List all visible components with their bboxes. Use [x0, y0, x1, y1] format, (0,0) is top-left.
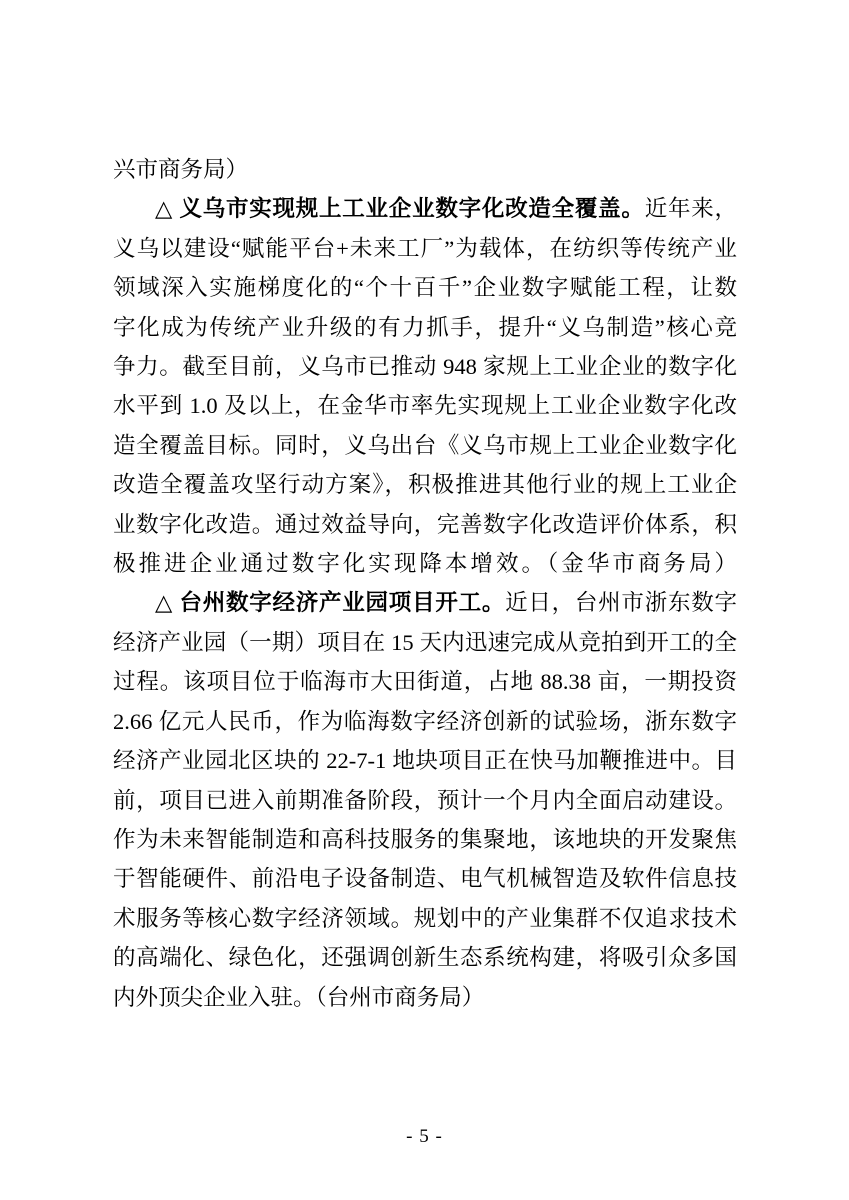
text-run: 近日，台州市浙东数字 [505, 590, 737, 616]
text-run: 字化成为传统产业升级的有力抓手，提升“义乌制造”核心竞 [113, 314, 737, 340]
text-run: 水平到 1.0 及以上，在金华市率先实现规上工业企业数字化改 [113, 393, 737, 419]
text-line [113, 268, 737, 307]
text-run: 2.66 亿元人民币，作为临海数字经济创新的试验场，浙东数字 [113, 708, 737, 734]
text-line [113, 978, 737, 1017]
text-run: 兴市商务局） [113, 157, 249, 182]
text-run: 经济产业园（一期）项目在 15 天内迅速完成从竞拍到开工的全 [113, 629, 737, 655]
text-line [113, 820, 737, 859]
text-line [113, 347, 737, 386]
heading-run: △ 台州数字经济产业园项目开工。 [155, 590, 506, 616]
text-run: 过程。该项目位于临海市大田街道，占地 88.38 亩，一期投资 [113, 669, 737, 695]
text-line [113, 386, 737, 425]
text-run: 领域深入实施梯度化的“个十百千”企业数字赋能工程，让数 [113, 275, 737, 301]
text-line [113, 899, 737, 938]
text-run: 术服务等核心数字经济领域。规划中的产业集群不仅追求技术 [113, 905, 737, 931]
text-run: 前，项目已进入前期准备阶段，预计一个月内全面启动建设。 [113, 787, 737, 813]
text-run: 于智能硬件、前沿电子设备制造、电气机械智造及软件信息技 [113, 866, 737, 892]
text-line [113, 583, 737, 622]
text-run: 争力。截至目前，义乌市已推动 948 家规上工业企业的数字化 [113, 354, 737, 380]
page-footer [0, 1126, 849, 1148]
text-line [113, 150, 737, 189]
text-line [113, 229, 737, 268]
text-line [113, 859, 737, 898]
heading-run: △ 义乌市实现规上工业企业数字化改造全覆盖。 [155, 196, 645, 222]
text-run: 改造全覆盖攻坚行动方案》，积极推进其他行业的规上工业企 [113, 472, 737, 498]
text-line [113, 544, 737, 583]
text-line [113, 741, 737, 780]
text-run: 的高端化、绿色化，还强调创新生态系统构建，将吸引众多国 [113, 945, 737, 971]
text-run: 造全覆盖目标。同时，义乌出台《义乌市规上工业企业数字化 [113, 432, 737, 458]
text-line [113, 662, 737, 701]
text-line [113, 938, 737, 977]
text-line [113, 189, 737, 228]
text-line [113, 426, 737, 465]
text-run: 极推进企业通过数字化实现降本增效。（金华市商务局） [113, 551, 737, 577]
text-line [113, 781, 737, 820]
page-number: - 5 - [406, 1126, 443, 1147]
text-line [113, 465, 737, 504]
text-run: 义乌以建设“赋能平台+未来工厂”为载体，在纺织等传统产业 [113, 235, 737, 261]
text-line [113, 505, 737, 544]
text-line [113, 308, 737, 347]
text-line [113, 623, 737, 662]
text-run: 经济产业园北区块的 22-7-1 地块项目正在快马加鞭推进中。目 [113, 748, 737, 774]
text-run: 近年来， [644, 196, 737, 222]
document-body [113, 150, 737, 1017]
text-run: 作为未来智能制造和高科技服务的集聚地，该地块的开发聚焦 [113, 826, 737, 852]
text-line [113, 702, 737, 741]
text-run: 内外顶尖企业入驻。（台州市商务局） [113, 984, 485, 1010]
text-run: 业数字化改造。通过效益导向，完善数字化改造评价体系，积 [113, 511, 737, 537]
